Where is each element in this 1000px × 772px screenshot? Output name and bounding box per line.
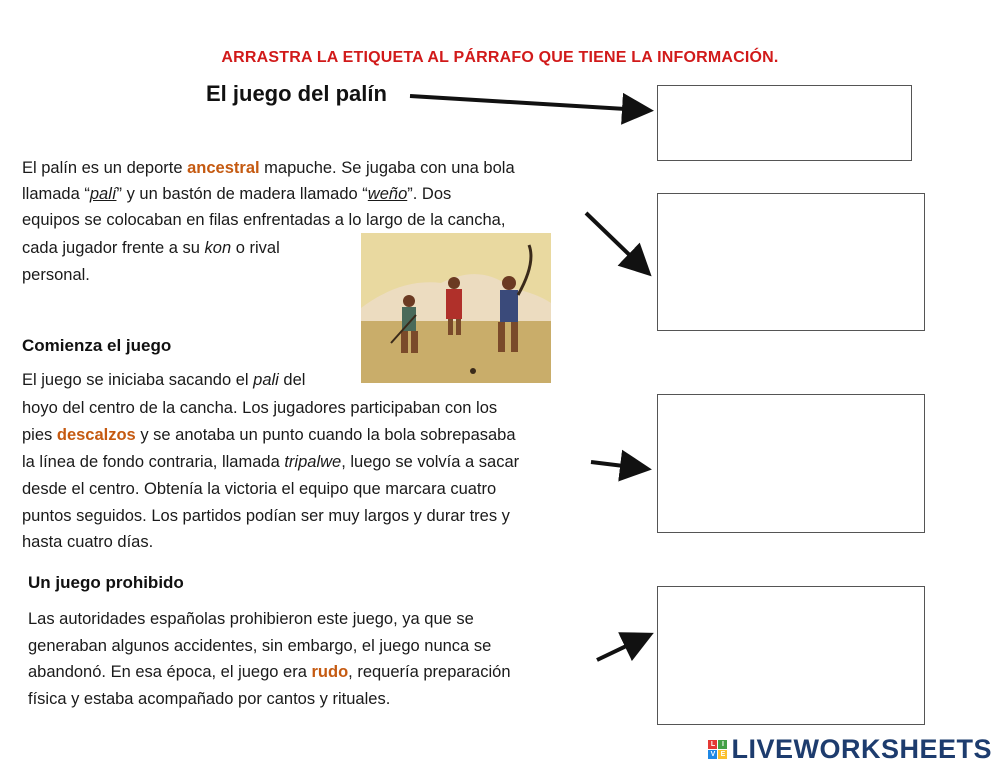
- liveworksheets-logo: [708, 734, 992, 765]
- drop-box-section1[interactable]: [657, 193, 925, 331]
- liveworksheets-badge-icon: L I V E: [708, 740, 727, 759]
- palin-illustration: [361, 233, 551, 383]
- brand-text: LIVEWORKSHEETS: [731, 734, 992, 764]
- section1-line2: llamada “palí” y un bastón de madera llamado “weño”. Dos: [22, 185, 452, 203]
- section2-line5: desde el centro. Obtenía la victoria el equipo que marcara cuatro: [22, 480, 497, 498]
- section1-line3: equipos se colocaban en filas enfrentadas a lo largo de la cancha,: [22, 211, 506, 229]
- section1-line1: El palín es un deporte ancestral mapuche. Se jugaba con una bola: [22, 159, 515, 177]
- section3-heading: Un juego prohibido: [28, 573, 184, 592]
- section2-line4: la línea de fondo contraria, llamada tripalwe, luego se volvía a sacar: [22, 453, 520, 471]
- section2-heading: Comienza el juego: [22, 336, 172, 355]
- section2-line3: pies descalzos y se anotaba un punto cuando la bola sobrepasaba: [22, 426, 516, 444]
- section2-line6: puntos seguidos. Los partidos podían ser muy largos y durar tres y: [22, 507, 510, 525]
- section3-line3: abandonó. En esa época, el juego era rudo, requería preparación: [28, 663, 511, 681]
- section3-line4: física y estaba acompañado por cantos y rituales.: [28, 690, 391, 708]
- section3-line1: Las autoridades españolas prohibieron este juego, ya que se: [28, 610, 474, 628]
- section2-line2: hoyo del centro de la cancha. Los jugadores participaban con los: [22, 399, 498, 417]
- section1-line4: cada jugador frente a su kon o rival: [22, 239, 280, 257]
- section2-line1: El juego se iniciaba sacando el pali del: [22, 371, 306, 389]
- arrow-section1: [586, 213, 643, 268]
- instruction-text: ARRASTRA LA ETIQUETA AL PÁRRAFO QUE TIENE LA INFORMACIÓN.: [221, 49, 779, 66]
- arrow-title: [410, 96, 642, 110]
- arrow-section3: [597, 638, 643, 660]
- drop-box-section3[interactable]: [657, 586, 925, 725]
- section2-line7: hasta cuatro días.: [22, 533, 154, 551]
- drop-box-section2[interactable]: [657, 394, 925, 533]
- arrow-section2: [591, 462, 640, 468]
- section3-line2: generaban algunos accidentes, sin embargo, el juego nunca se: [28, 637, 492, 655]
- section1-line5: personal.: [22, 266, 90, 284]
- highlight-ancestral: ancestral: [187, 159, 260, 177]
- page-title: El juego del palín: [206, 81, 387, 106]
- highlight-descalzos: descalzos: [56, 426, 136, 444]
- highlight-rudo: rudo: [311, 663, 349, 681]
- drop-box-title[interactable]: [657, 85, 912, 161]
